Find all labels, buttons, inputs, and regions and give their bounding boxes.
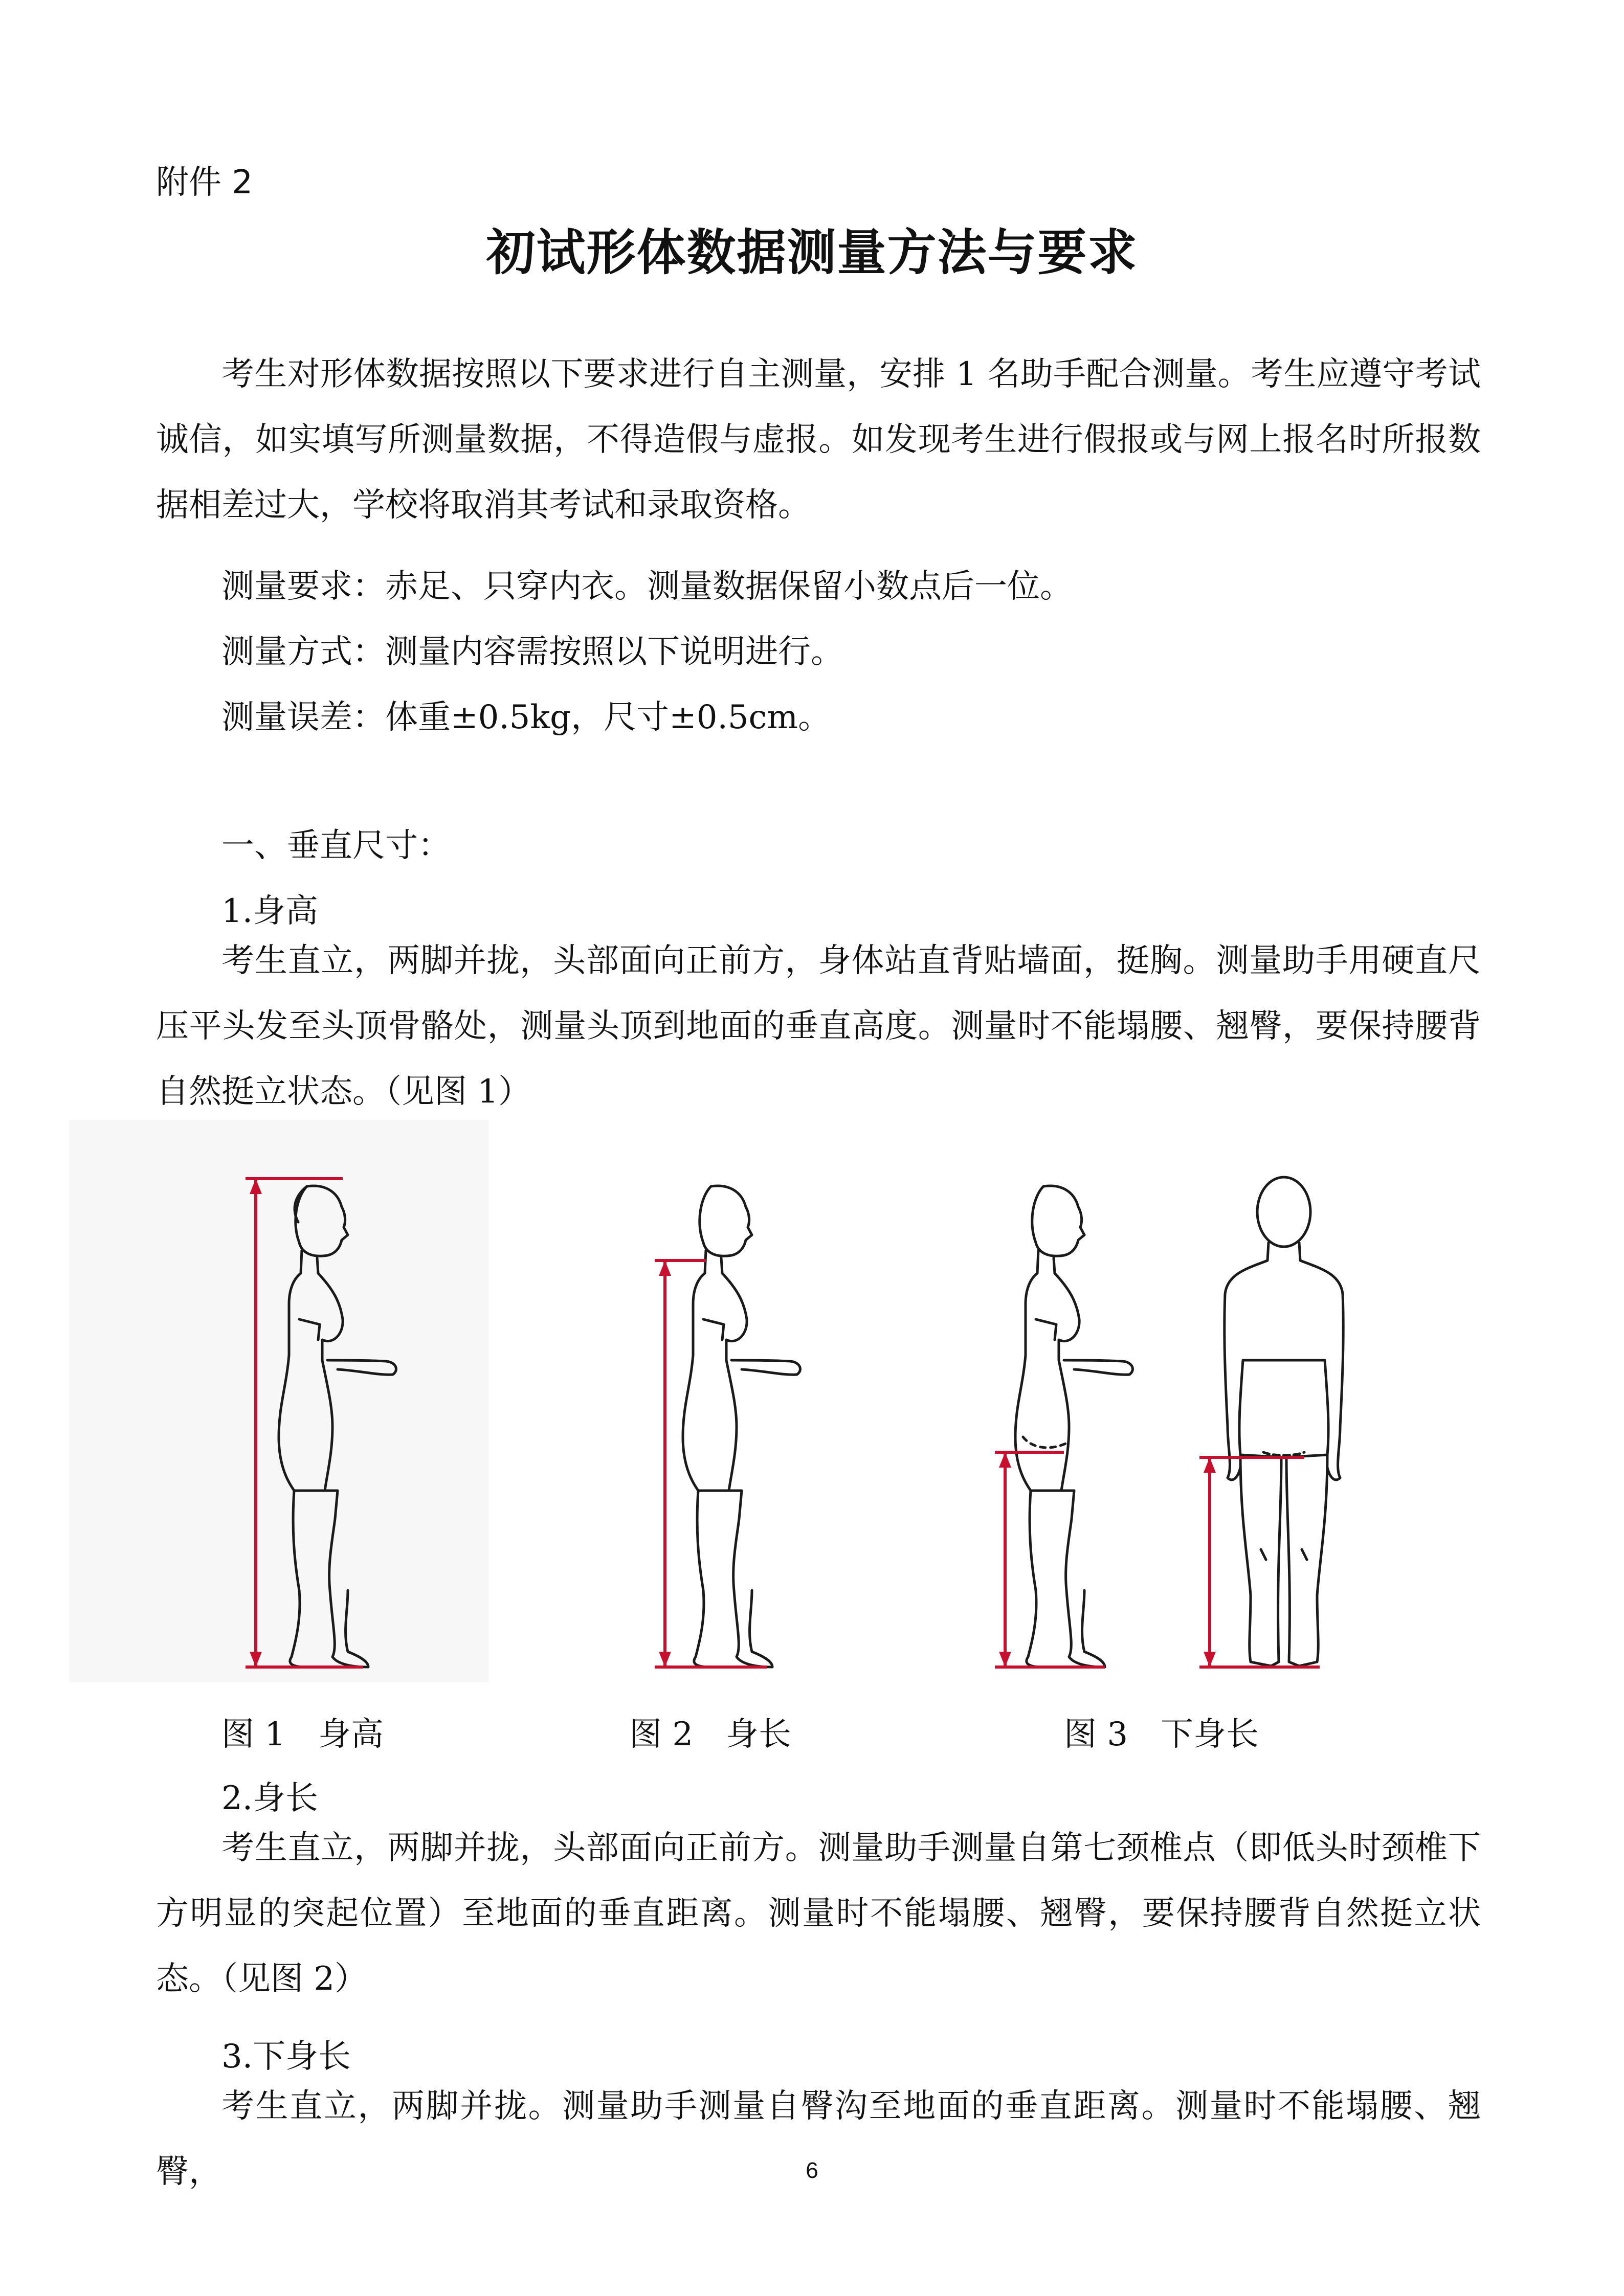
section-heading-vertical: 一、垂直尺寸： — [221, 827, 451, 865]
figure3-person-side — [1015, 1186, 1132, 1667]
item-title-lower-body: 3.下身长 — [221, 2038, 351, 2076]
figure1-backdrop — [69, 1120, 488, 1682]
item-text-body-length: 考生直立，两脚并拢，头部面向正前方。测量助手测量自第七颈椎点（即低头时颈椎下方明显的突起位置）至地面的垂直距离。测量时不能塌腰、翘臀，要保持腰背自然挺立状态。（见图 2） — [156, 1829, 1481, 1998]
item-title-height: 1.身高 — [221, 892, 319, 930]
figure3-back-arrow-bottom — [1204, 1652, 1216, 1667]
intro-paragraph: 考生对形体数据按照以下要求进行自主测量，安排 1 名助手配合测量。考生应遵守考试诚信，如实填写所测量数据，不得造假与虚报。如发现考生进行假报或与网上报名时所报数据相差过大，学校将取消其考试和录取资格。 — [156, 355, 1481, 524]
figure3-back-arrow-top — [1204, 1457, 1216, 1473]
figure2-person — [683, 1186, 800, 1667]
figures-illustration — [0, 1120, 1624, 1708]
figure1-caption: 图 1 身高 — [221, 1716, 384, 1753]
figure2-caption: 图 2 身长 — [629, 1716, 792, 1753]
item-text-height: 考生直立，两脚并拢，头部面向正前方，身体站直背贴墙面，挺胸。测量助手用硬直尺压平头发至头顶骨骼处，测量头顶到地面的垂直高度。测量时不能塌腰、翘臀，要保持腰背自然挺立状态。（见图 1） — [156, 942, 1481, 1111]
measure-requirement: 测量要求：赤足、只穿内衣。测量数据保留小数点后一位。 — [221, 568, 1073, 605]
figure3-side-arrow-bottom — [999, 1652, 1011, 1667]
figure3-side-arrow-top — [999, 1452, 1011, 1468]
measure-method: 测量方式：测量内容需按照以下说明进行。 — [221, 633, 843, 671]
figure2-arrow-top — [659, 1260, 671, 1276]
figure2-arrow-bottom — [659, 1652, 671, 1667]
page-number: 6 — [806, 2158, 818, 2183]
figure3-caption: 图 3 下身长 — [1064, 1716, 1259, 1753]
annex-label: 附件 2 — [156, 164, 253, 201]
document-title: 初试形体数据测量方法与要求 — [486, 224, 1138, 281]
item-text-lower-body: 考生直立，两脚并拢。测量助手测量自臀沟至地面的垂直距离。测量时不能塌腰、翘臀， — [156, 2087, 1481, 2191]
measure-error: 测量误差：体重±0.5kg，尺寸±0.5cm。 — [221, 699, 831, 736]
item-title-body-length: 2.身长 — [221, 1780, 319, 1817]
figure3-person-back — [1225, 1177, 1343, 1666]
